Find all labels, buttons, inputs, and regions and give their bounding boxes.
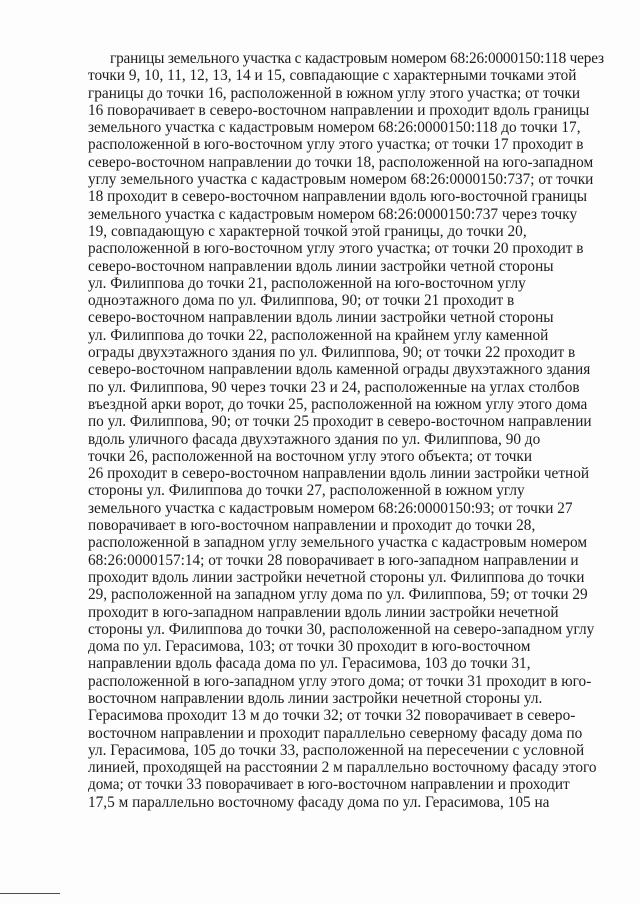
text-line-21: въездной арки ворот, до точки 25, расположенной на южном углу этого дома xyxy=(88,395,588,413)
text-line-44: 17,5 м параллельно восточному фасаду дома по ул. Герасимова, 105 на xyxy=(88,793,550,811)
text-line-32: 29, расположенной на западном углу дома по ул. Филиппова, 59; от точки 29 xyxy=(88,586,588,604)
text-line-20: по ул. Филиппова, 90 через точки 23 и 24, расположенные на углах столбов xyxy=(88,378,580,396)
text-line-39: Герасимова проходит 13 м до точки 32; от точки 32 поворачивает в северо- xyxy=(88,707,576,725)
text-line-14: ул. Филиппова до точки 21, расположенной на юго-восточном углу xyxy=(88,274,526,292)
text-line-43: дома; от точки 33 поворачивает в юго-восточном направлении и проходит xyxy=(88,776,570,794)
text-line-42: линией, проходящей на расстоянии 2 м параллельно восточному фасаду этого xyxy=(88,759,597,777)
text-line-7: северо-восточном направлении до точки 18, расположенной на юго-западном xyxy=(88,153,594,171)
text-line-37: расположенной в юго-западном углу этого дома; от точки 31 проходит в юго- xyxy=(88,672,592,690)
text-line-2: точки 9, 10, 11, 12, 13, 14 и 15, совпадающие с характерными точками этой xyxy=(88,67,577,85)
text-line-19: северо-восточном направлении вдоль каменной ограды двухэтажного здания xyxy=(88,361,591,379)
text-line-34: стороны ул. Филиппова до точки 30, расположенной на северо-западном углу xyxy=(88,620,595,638)
text-line-10: земельного участка с кадастровым номером 68:26:0000150:737 через точку xyxy=(88,205,578,223)
text-line-3: границы до точки 16, расположенной в южном углу этого участка; от точки xyxy=(88,84,581,102)
text-line-35: дома по ул. Герасимова, 103; от точки 30 проходит в юго-восточном xyxy=(88,638,531,656)
text-line-22: по ул. Филиппова, 90; от точки 25 проходит в северо-восточном направлении xyxy=(88,413,592,431)
text-line-6: расположенной в юго-восточном углу этого участка; от точки 17 проходит в xyxy=(88,136,584,154)
text-line-13: северо-восточном направлении вдоль линии застройки четной стороны xyxy=(88,257,554,275)
text-line-11: 19, совпадающую с характерной точкой этой границы, до точки 20, xyxy=(88,222,527,240)
text-line-12: расположенной в юго-восточном углу этого участка; от точки 20 проходит в xyxy=(88,240,584,258)
text-line-27: земельного участка с кадастровым номером 68:26:0000150:93; от точки 27 xyxy=(88,499,573,517)
text-line-1: границы земельного участка с кадастровым номером 68:26:0000150:118 через xyxy=(110,50,604,67)
body-paragraph xyxy=(88,50,604,811)
text-line-40: восточном направлении и проходит параллельно северному фасаду дома по xyxy=(88,724,583,742)
text-line-38: восточном направлении вдоль линии застройки нечетной стороны ул. xyxy=(88,689,543,707)
text-line-36: направлении вдоль фасада дома по ул. Герасимова, 103 до точки 31, xyxy=(88,655,531,673)
text-line-30: 68:26:0000157:14; от точки 28 поворачивает в юго-западном направлении и xyxy=(88,551,579,569)
text-line-23: вдоль уличного фасада двухэтажного здания по ул. Филиппова, 90 до xyxy=(88,430,541,448)
text-line-9: 18 проходит в северо-восточном направлении вдоль юго-восточной границы xyxy=(88,188,588,206)
text-line-41: ул. Герасимова, 105 до точки 33, расположенной на пересечении с условной xyxy=(88,741,585,759)
text-line-29: расположенной в западном углу земельного участка с кадастровым номером xyxy=(88,534,588,552)
text-line-33: проходит в юго-западном направлении вдоль линии застройки нечетной xyxy=(88,603,559,621)
text-line-31: проходит вдоль линии застройки нечетной стороны ул. Филиппова до точки xyxy=(88,568,585,586)
footnote-divider xyxy=(0,893,60,894)
text-line-26: стороны ул. Филиппова до точки 27, расположенной в южном углу xyxy=(88,482,525,500)
text-line-8: углу земельного участка с кадастровым номером 68:26:0000150:737; от точки xyxy=(88,171,594,189)
text-line-17: ул. Филиппова до точки 22, расположенной на крайнем углу каменной xyxy=(88,326,549,344)
text-line-28: поворачивает в юго-восточном направлении и проходит до точки 28, xyxy=(88,517,536,535)
text-line-16: северо-восточном направлении вдоль линии застройки четной стороны xyxy=(88,309,554,327)
text-line-15: одноэтажного дома по ул. Филиппова, 90; от точки 21 проходит в xyxy=(88,292,515,310)
text-line-18: ограды двухэтажного здания по ул. Филиппова, 90; от точки 22 проходит в xyxy=(88,344,576,362)
text-line-25: 26 проходит в северо-восточном направлении вдоль линии застройки четной xyxy=(88,465,590,483)
text-line-4: 16 поворачивает в северо-восточном направлении и проходит вдоль границы xyxy=(88,101,590,119)
text-line-5: земельного участка с кадастровым номером 68:26:0000150:118 до точки 17, xyxy=(88,119,581,137)
text-line-24: точки 26, расположенной на восточном углу этого объекта; от точки xyxy=(88,447,533,465)
